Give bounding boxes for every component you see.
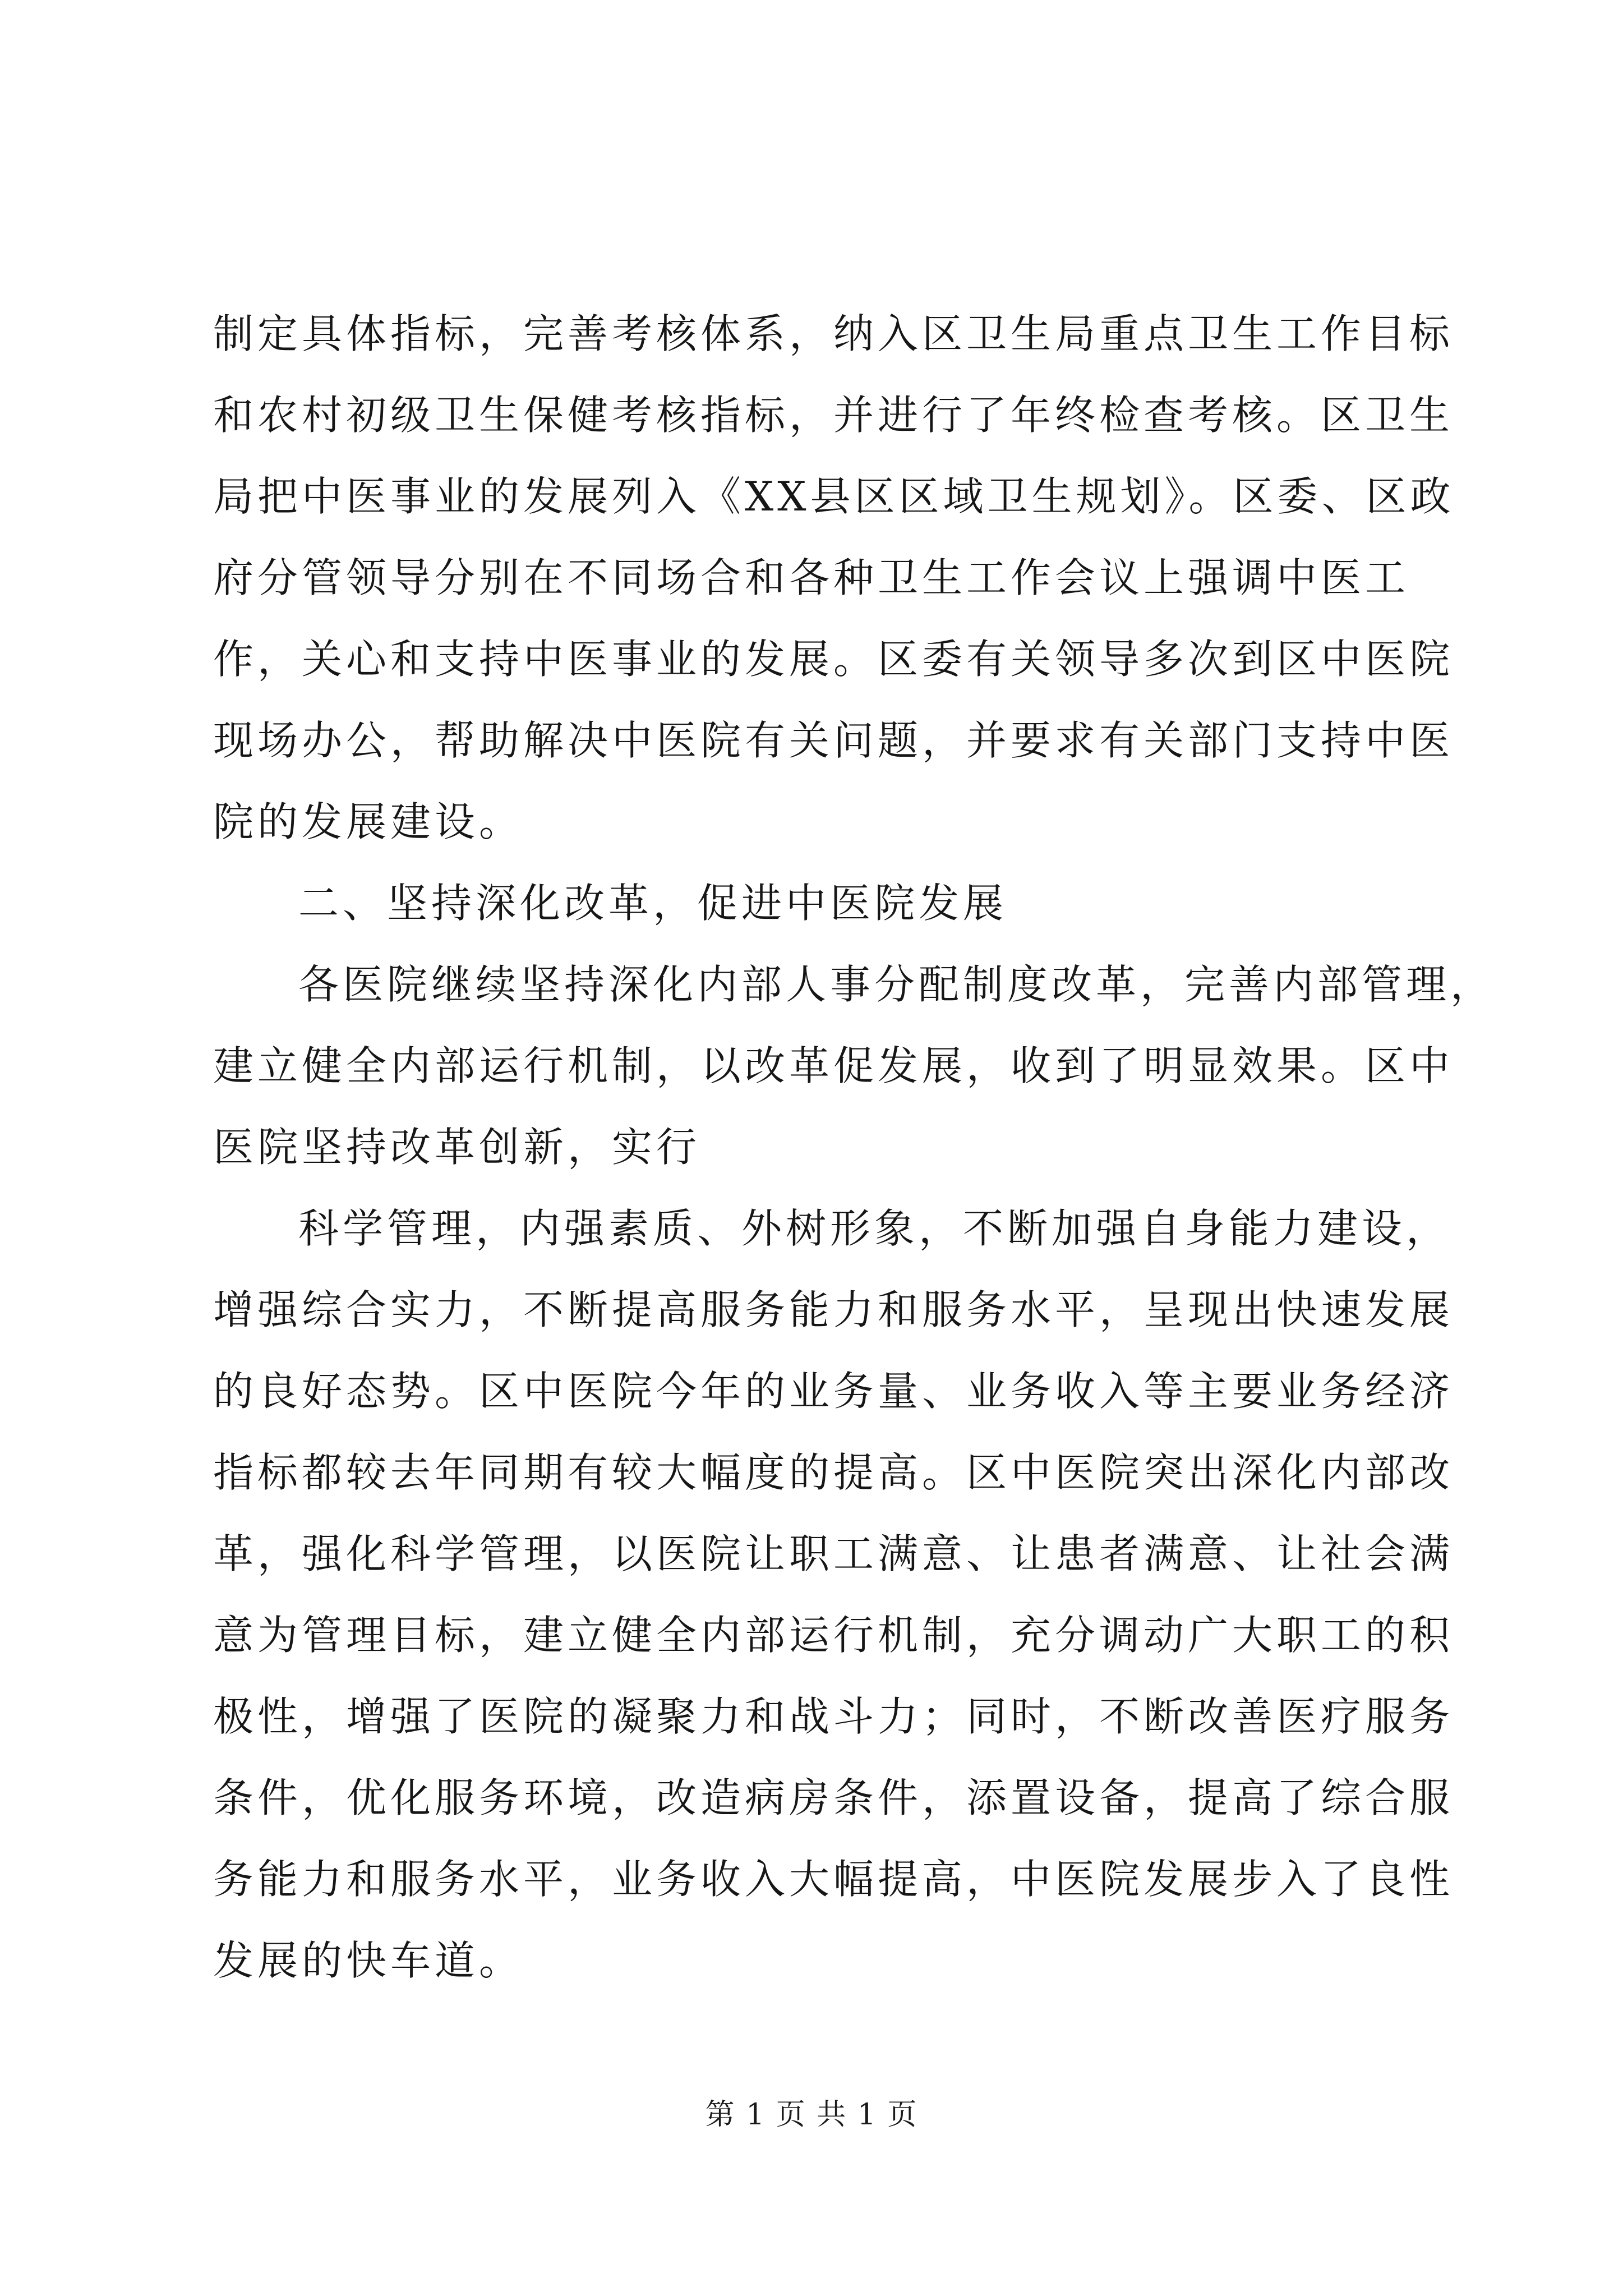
body-text-line: 府分管领导分别在不同场合和各种卫生工作会议上强调中医工 [213, 554, 1410, 601]
body-text-line: 制定具体指标，完善考核体系，纳入区卫生局重点卫生工作目标 [213, 310, 1454, 357]
body-text-line: 极性，增强了医院的凝聚力和战斗力；同时，不断改善医疗服务 [213, 1693, 1454, 1740]
body-text-line: 作，关心和支持中医事业的发展。区委有关领导多次到区中医院 [213, 636, 1454, 683]
body-text-line: 的良好态势。区中医院今年的业务量、业务收入等主要业务经济 [213, 1368, 1454, 1415]
section-heading: 二、坚持深化改革，促进中医院发展 [298, 880, 1008, 927]
body-text-line: 现场办公，帮助解决中医院有关问题，并要求有关部门支持中医 [213, 717, 1454, 764]
body-text-line: 务能力和服务水平，业务收入大幅提高，中医院发展步入了良性 [213, 1856, 1454, 1903]
body-text-line: 科学管理，内强素质、外树形象，不断加强自身能力建设， [298, 1205, 1451, 1252]
body-text-line: 建立健全内部运行机制，以改革促发展，收到了明显效果。区中 [213, 1042, 1454, 1089]
body-text-line: 条件，优化服务环境，改造病房条件，添置设备，提高了综合服 [213, 1774, 1454, 1821]
body-text-line: 增强综合实力，不断提高服务能力和服务水平，呈现出快速发展 [213, 1286, 1454, 1333]
body-text-line: 发展的快车道。 [213, 1937, 524, 1984]
body-text-line: 院的发展建设。 [213, 798, 524, 845]
body-text-line: 医院坚持改革创新，实行 [213, 1124, 701, 1171]
body-text-line: 局把中医事业的发展列入《XX县区区域卫生规划》。区委、区政 [213, 473, 1455, 520]
page-number-footer: 第 1 页 共 1 页 [705, 2098, 918, 2132]
body-text-line: 各医院继续坚持深化内部人事分配制度改革，完善内部管理， [298, 961, 1495, 1008]
body-text-line: 和农村初级卫生保健考核指标，并进行了年终检查考核。区卫生 [213, 392, 1454, 439]
body-text-line: 意为管理目标，建立健全内部运行机制，充分调动广大职工的积 [213, 1612, 1454, 1659]
body-text-line: 革，强化科学管理，以医院让职工满意、让患者满意、让社会满 [213, 1530, 1454, 1577]
body-text-line: 指标都较去年同期有较大幅度的提高。区中医院突出深化内部改 [213, 1449, 1454, 1496]
